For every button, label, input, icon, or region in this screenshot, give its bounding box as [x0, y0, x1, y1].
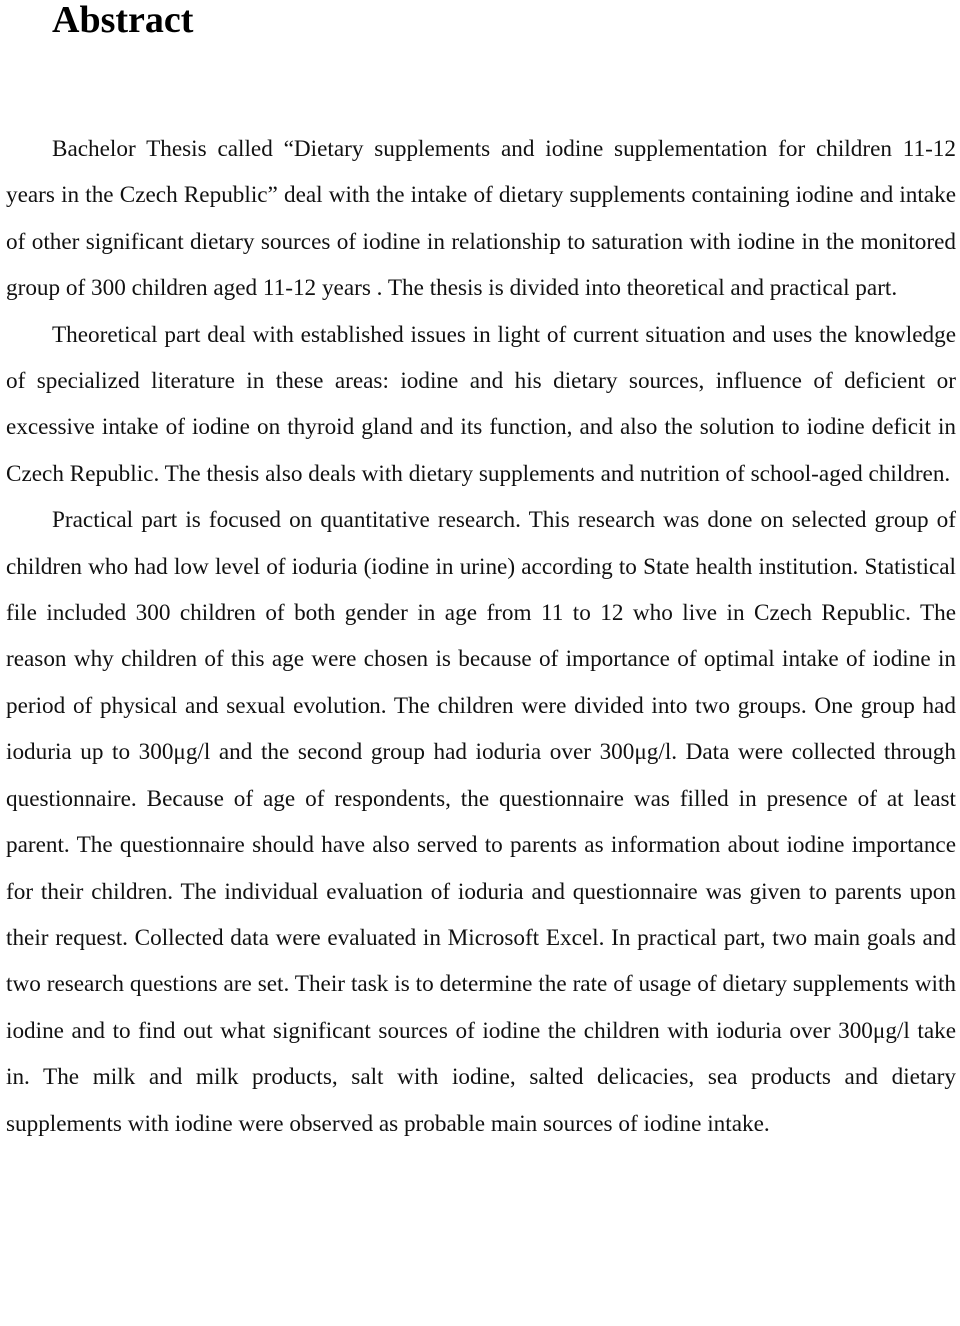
paragraph-theoretical: Theoretical part deal with established issues in light of current situation and uses the knowledge of specialized literature in these areas: iodine and his dietary sources, influence of deficient or excessive intake of iodine on thyroid gland and its function, and also the solution to iodine deficit in Czech Republic. The thesis also deals with dietary supplements and nutrition of school-aged children.	[6, 321, 956, 487]
page-title: Abstract	[52, 0, 194, 41]
paragraph-intro: Bachelor Thesis called “Dietary supplements and iodine supplementation for children 11-12 years in the Czech Republic” deal with the intake of dietary supplements containing iodine and intake of other significant dietary sources of iodine in relationship to saturation with iodine in the monitored group of 300 children aged 11-12 years . The thesis is divided into theoretical and practical part.	[6, 136, 956, 302]
abstract-body	[6, 126, 956, 1147]
paragraph-practical: Practical part is focused on quantitative research. This research was done on selected group of children who had low level of ioduria (iodine in urine) according to State health institution. Statistical file included 300 children of both gender in age from 11 to 12 who live in Czech Republic. The reason why children of this age were chosen is because of importance of optimal intake of iodine in period of physical and sexual evolution. The children were divided into two groups. One group had ioduria up to 300μg/l and the second group had ioduria over 300μg/l. Data were collected through questionnaire. Because of age of respondents, the questionnaire was filled in presence of at least parent. The questionnaire should have also served to parents as information about iodine importance for their children. The individual evaluation of ioduria and questionnaire was given to parents upon their request. Collected data were evaluated in Microsoft Excel. In practical part, two main goals and two research questions are set. Their task is to determine the rate of usage of dietary supplements with iodine and to find out what significant sources of iodine the children with ioduria over 300μg/l take in. The milk and milk products, salt with iodine, salted delicacies, sea products and dietary supplements with iodine were observed as probable main sources of iodine intake.	[6, 507, 956, 1137]
